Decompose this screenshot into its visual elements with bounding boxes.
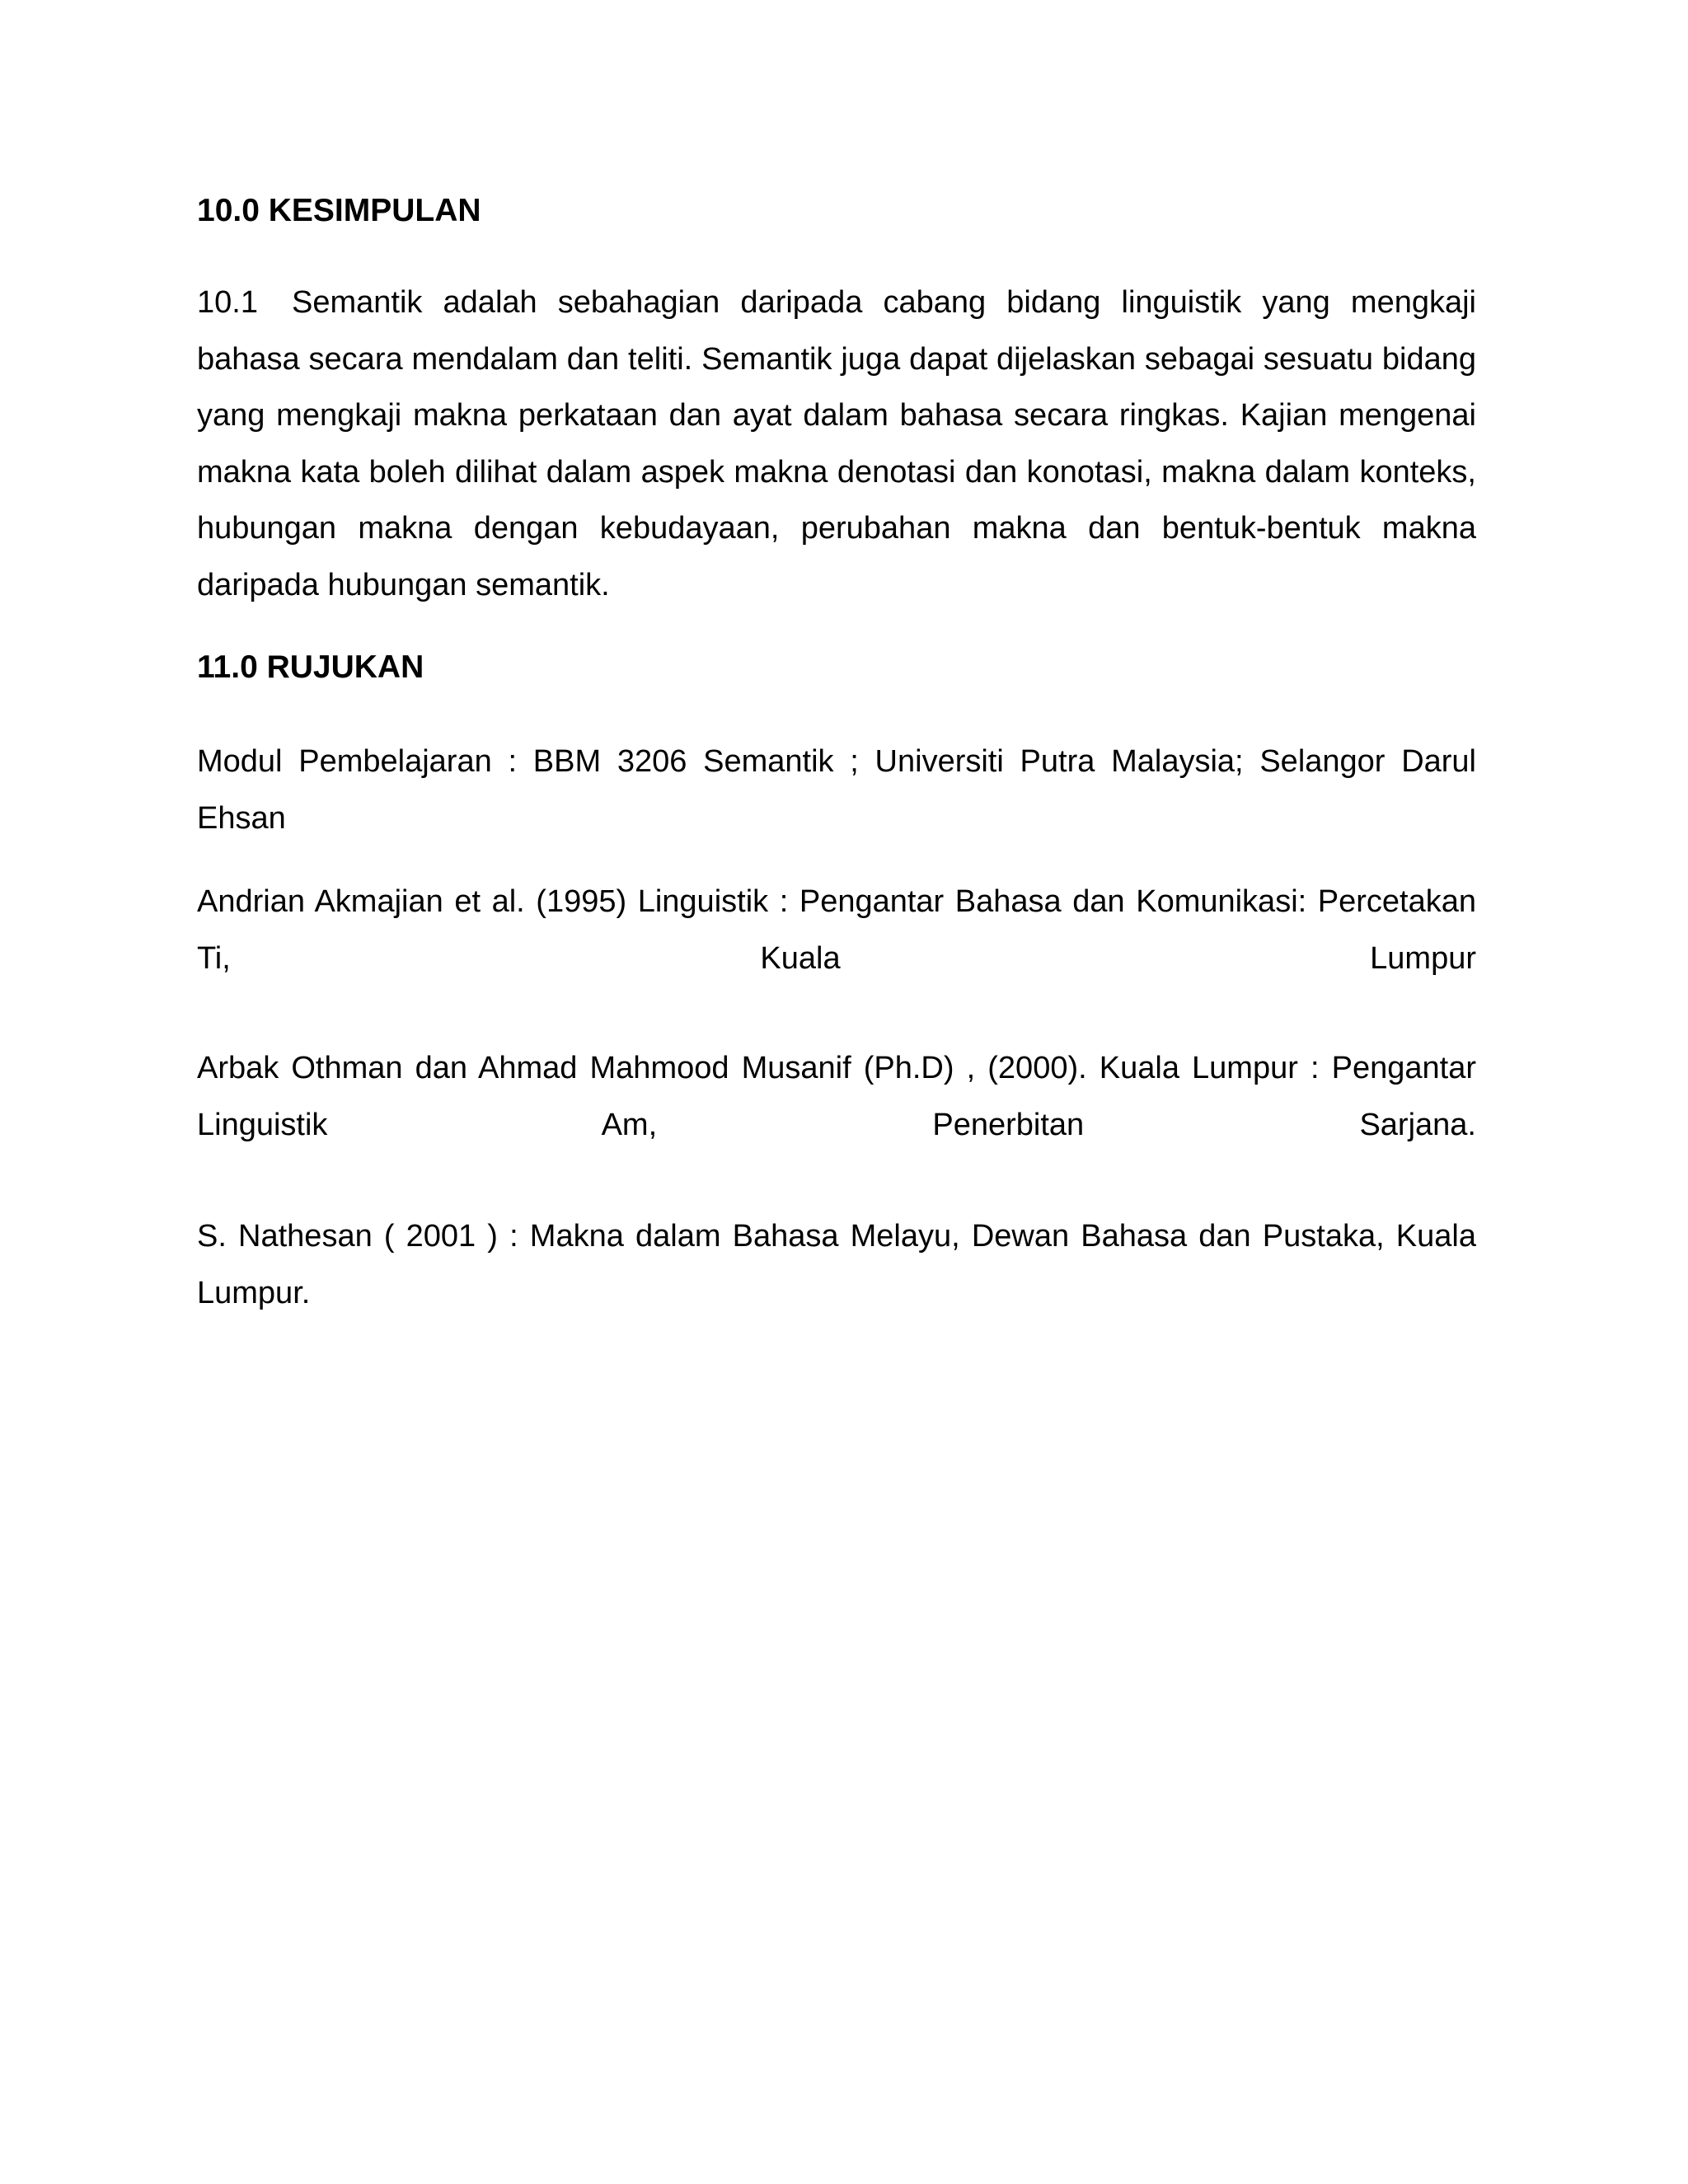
reference-item: Andrian Akmajian et al. (1995) Linguistik : Pengantar Bahasa dan Komunikasi: Percetakan Ti, Kuala Lumpur xyxy=(197,884,1476,976)
conclusion-paragraph xyxy=(197,274,1476,613)
reference-item: S. Nathesan ( 2001 ) : Makna dalam Bahasa Melayu, Dewan Bahasa dan Pustaka, Kuala Lumpur. xyxy=(197,1219,1476,1310)
reference-item: Modul Pembelajaran : BBM 3206 Semantik ; Universiti Putra Malaysia; Selangor Darul Ehsan xyxy=(197,744,1476,836)
page-content xyxy=(197,188,1476,1322)
section-heading-rujukan: 11.0 RUJUKAN xyxy=(197,649,424,685)
section-heading-kesimpulan: 10.0 KESIMPULAN xyxy=(197,193,481,228)
conclusion-paragraph-text: Semantik adalah sebahagian daripada cabang bidang linguistik yang mengkaji bahasa secara mendalam dan teliti. Semantik juga dapat dijelaskan sebagai sesuatu bidang yang mengkaji makna perkataan dan ayat dalam bahasa secara ringkas. Kajian mengenai makna kata boleh dilihat dalam aspek makna denotasi dan konotasi, makna dalam konteks, hubungan makna dengan kebudayaan, perubahan makna dan bentuk-bentuk makna daripada hubungan semantik. xyxy=(197,285,1476,602)
reference-item: Arbak Othman dan Ahmad Mahmood Musanif (Ph.D) , (2000). Kuala Lumpur : Pengantar Linguistik Am, Penerbitan Sarjana. xyxy=(197,1051,1476,1142)
paragraph-number: 10.1 xyxy=(197,285,258,320)
